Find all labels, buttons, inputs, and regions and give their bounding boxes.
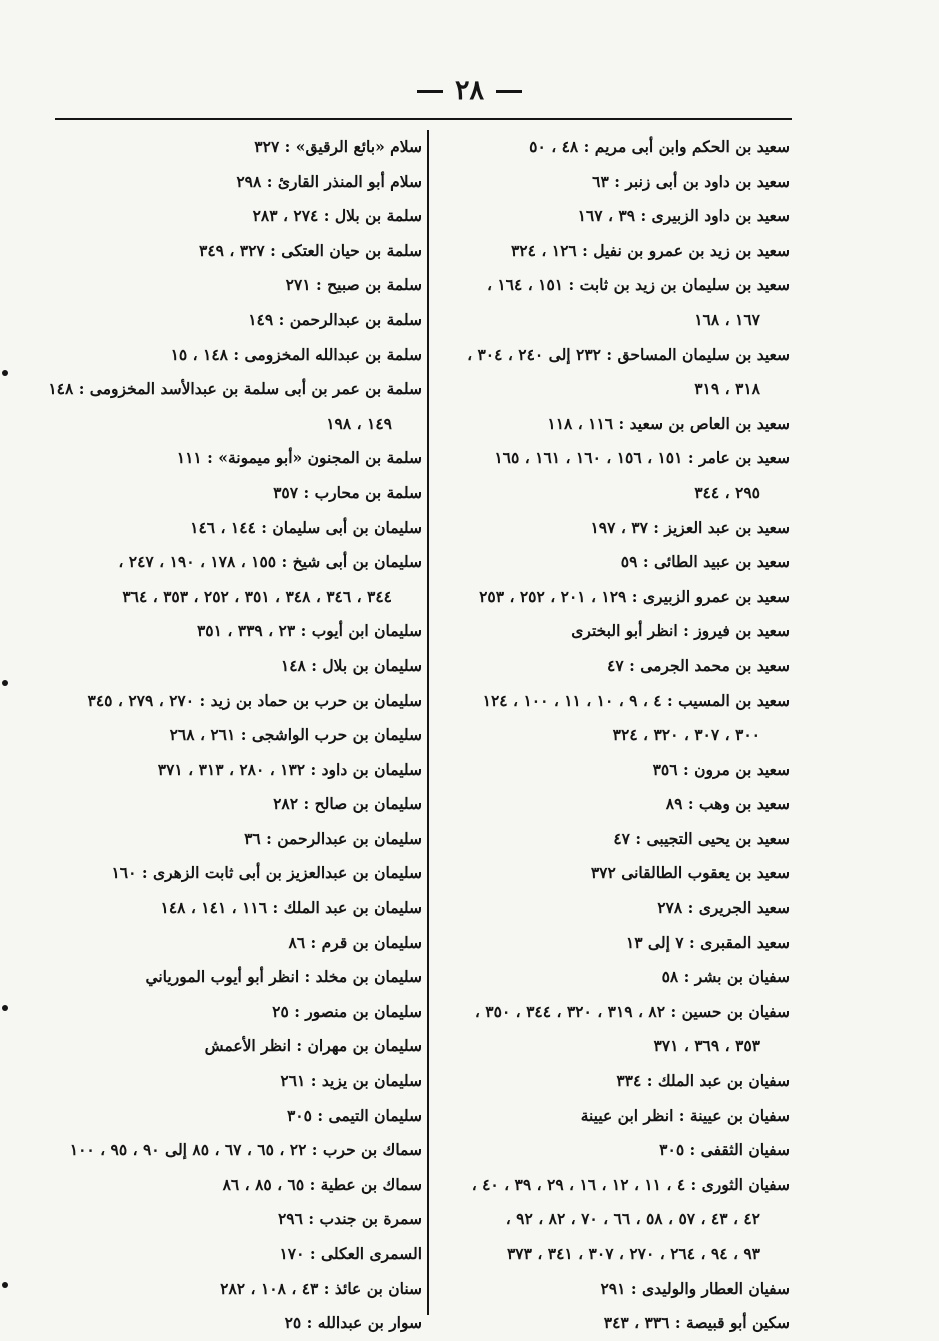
index-entry-continuation: ١٦٧ ، ١٦٨ xyxy=(694,309,760,329)
index-entry-continuation: ٣٤٤ ، ٣٤٦ ، ٣٤٨ ، ٣٥١ ، ٢٥٢ ، ٣٥٣ ، ٣٦٤ xyxy=(122,586,392,606)
index-entry-continuation: ٢٩٥ ، ٣٤٤ xyxy=(694,482,760,502)
index-entry: سليمان بن عبدالعزيز بن أبى ثابت الزهرى : ١٦٠ xyxy=(111,863,422,883)
index-entry: سعيد بن العاص بن سعيد : ١١٦ ، ١١٨ xyxy=(547,413,790,433)
index-entry: سلمة بن عمر بن أبى سلمة بن عبدالأسد المخزومى : ١٤٨ xyxy=(48,379,422,399)
index-entry: سعيد بن عبيد الطائى : ٥٩ xyxy=(620,552,790,572)
index-entry: سفيان العطار والوليدى : ٢٩١ xyxy=(600,1278,790,1298)
index-entry: سفيان بن عيينة : انظر ابن عيينة xyxy=(580,1105,790,1125)
index-entry: سعيد بن محمد الجرمى : ٤٧ xyxy=(607,655,790,675)
index-entry: سليمان بن مهران : انظر الأعمش xyxy=(204,1036,422,1056)
margin-mark xyxy=(2,1282,8,1288)
index-entry: سليمان بن حرب بن حماد بن زيد : ٢٧٠ ، ٢٧٩ ، ٣٤٥ xyxy=(87,690,422,710)
index-entry: سعيد بن عامر : ١٥١ ، ١٥٦ ، ١٦٠ ، ١٦١ ، ١٦٥ xyxy=(494,448,790,468)
index-entry: سلمة بن عبدالرحمن : ١٤٩ xyxy=(248,309,422,329)
index-entry: سليمان بن داود : ١٣٢ ، ٢٨٠ ، ٣١٣ ، ٣٧١ xyxy=(157,759,422,779)
index-entry: سعيد بن يعقوب الطالقانى ٣٧٢ xyxy=(590,863,790,883)
index-entry: سعيد بن الحكم وابن أبى مريم : ٤٨ ، ٥٠ xyxy=(529,137,790,156)
index-entry: سلمة بن المجنون «أبو ميمونة» : ١١١ xyxy=(176,448,422,468)
header-rule xyxy=(55,118,792,120)
index-entry: سفيان الثقفى : ٣٠٥ xyxy=(659,1140,790,1160)
index-entry: سعيد بن عبد العزيز : ٣٧ ، ١٩٧ xyxy=(590,517,790,537)
index-entry: السمرى العكلى : ١٧٠ xyxy=(279,1244,422,1263)
index-entry: سماك بن عطية : ٦٥ ، ٨٥ ، ٨٦ xyxy=(222,1174,422,1194)
margin-mark xyxy=(2,680,8,686)
index-entry: سعيد بن وهب : ٨٩ xyxy=(665,794,790,814)
index-entry: سكين أبو قبيصة : ٣٣٦ ، ٣٤٣ xyxy=(603,1313,790,1333)
index-entry: سعيد بن سليمان المساحق : ٢٣٢ إلى ٢٤٠ ، ٣٠٤ ، xyxy=(467,344,790,364)
index-entry: سنان بن عائذ : ٤٣ ، ١٠٨ ، ٢٨٢ xyxy=(220,1278,422,1298)
index-entry: سفيان بن بشر : ٥٨ xyxy=(661,967,790,987)
index-entry: سعيد بن مرون : ٣٥٦ xyxy=(652,759,790,779)
right-column xyxy=(438,130,790,1341)
index-entry: سليمان بن أبى سليمان : ١٤٤ ، ١٤٦ xyxy=(190,517,422,537)
index-entry: سلمة بن محارب : ٣٥٧ xyxy=(273,482,422,502)
index-entry-continuation: ٩٣ ، ٩٤ ، ٢٦٤ ، ٢٧٠ ، ٣٠٧ ، ٣٤١ ، ٣٧٣ xyxy=(506,1244,760,1263)
index-entry-continuation: ٣٥٣ ، ٣٦٩ ، ٣٧١ xyxy=(653,1036,760,1056)
index-entry: سعيد بن يحيى التجيبى : ٤٧ xyxy=(613,828,790,848)
index-entry: سليمان بن عبدالرحمن : ٣٦ xyxy=(244,828,422,848)
left-column xyxy=(48,130,422,1341)
index-entry: سعيد بن عمرو الزبيرى : ١٢٩ ، ٢٠١ ، ٢٥٢ ، ٢٥٣ xyxy=(479,586,790,606)
index-entry: سفيان بن حسين : ٨٢ ، ٣١٩ ، ٣٢٠ ، ٣٤٤ ، ٣٥٠ ، xyxy=(474,1001,790,1021)
index-entry: سعيد بن المسيب : ٤ ، ٩ ، ١٠ ، ١١ ، ١٠٠ ، ١٢٤ xyxy=(482,690,790,710)
index-entry: سليمان بن أبى شيخ : ١٥٥ ، ١٧٨ ، ١٩٠ ، ٢٤٧ ، xyxy=(118,552,422,572)
index-entry: سعيد بن سليمان بن زيد بن ثابت : ١٥١ ، ١٦٤ ، xyxy=(486,275,790,295)
left-dash xyxy=(417,90,443,93)
index-entry: سليمان بن عبد الملك : ١١٦ ، ١٤١ ، ١٤٨ xyxy=(160,898,422,918)
index-entry: سلام «بائع الرقيق» : ٣٢٧ xyxy=(254,137,422,156)
index-entry: سلمة بن حيان العتكى : ٣٢٧ ، ٣٤٩ xyxy=(199,240,422,260)
margin-mark xyxy=(2,1005,8,1011)
index-entry: سليمان بن مخلد : انظر أبو أيوب المورياني xyxy=(145,967,422,987)
index-entry: سفيان بن عبد الملك : ٣٣٤ xyxy=(616,1071,790,1091)
index-entry: سليمان بن يزيد : ٢٦١ xyxy=(280,1071,422,1091)
index-entry: سليمان بن منصور : ٢٥ xyxy=(272,1001,422,1021)
index-entry-continuation: ٤٢ ، ٤٣ ، ٥٧ ، ٥٨ ، ٦٦ ، ٧٠ ، ٨٢ ، ٩٢ ، xyxy=(505,1209,760,1229)
index-entry: سوار بن عبدالله : ٢٥ xyxy=(284,1313,422,1333)
index-entry: سليمان بن بلال : ١٤٨ xyxy=(280,655,422,675)
index-entry: سليمان بن حرب الواشجى : ٢٦١ ، ٢٦٨ xyxy=(169,725,422,745)
index-entry: سعيد بن فيروز : انظر أبو البخترى xyxy=(571,621,790,641)
index-entry: سماك بن حرب : ٢٢ ، ٦٥ ، ٦٧ ، ٨٥ إلى ٩٠ ، ٩٥ ، ١٠٠ xyxy=(69,1140,422,1160)
index-entry: سليمان ابن أيوب : ٢٣ ، ٣٣٩ ، ٣٥١ xyxy=(196,621,422,641)
page-number: ٢٨ xyxy=(454,75,484,106)
index-entry: سليمان بن قرم : ٨٦ xyxy=(288,932,422,952)
index-entry: سلمة بن عبدالله المخزومى : ١٤٨ ، ١٥ xyxy=(170,344,422,364)
index-entry: سلمة بن صبيح : ٢٧١ xyxy=(285,275,422,295)
right-dash xyxy=(496,90,522,93)
index-entry-continuation: ١٤٩ ، ١٩٨ xyxy=(326,413,392,433)
index-entry: سليمان بن صالح : ٢٨٢ xyxy=(273,794,422,814)
page-number-line xyxy=(0,74,939,108)
index-entry: سمرة بن جندب : ٢٩٦ xyxy=(277,1209,422,1229)
index-entry: سعيد بن زيد بن عمرو بن نفيل : ١٢٦ ، ٣٢٤ xyxy=(510,240,790,260)
index-entry: سعيد المقبرى : ٧ إلى ١٣ xyxy=(625,932,790,952)
index-entry-continuation: ٣١٨ ، ٣١٩ xyxy=(694,379,760,399)
index-entry: سفيان الثورى : ٤ ، ١١ ، ١٢ ، ١٦ ، ٢٩ ، ٣٩ ، ٤٠ ، xyxy=(471,1174,790,1194)
index-entry: سعيد الجريرى : ٢٧٨ xyxy=(657,898,790,918)
index-entry-continuation: ٣٠٠ ، ٣٠٧ ، ٣٢٠ ، ٣٢٤ xyxy=(612,725,760,745)
index-entry: سلمة بن بلال : ٢٧٤ ، ٢٨٣ xyxy=(252,206,422,226)
column-divider xyxy=(427,130,429,1315)
index-entry: سعيد بن داود الزبيرى : ٣٩ ، ١٦٧ xyxy=(577,206,790,226)
margin-mark xyxy=(2,370,8,376)
index-entry: سليمان التيمى : ٣٠٥ xyxy=(286,1105,422,1125)
index-entry: سعيد بن داود بن أبى زنبر : ٦٣ xyxy=(592,171,790,191)
index-entry: سلام أبو المنذر القارئ : ٢٩٨ xyxy=(236,171,422,191)
